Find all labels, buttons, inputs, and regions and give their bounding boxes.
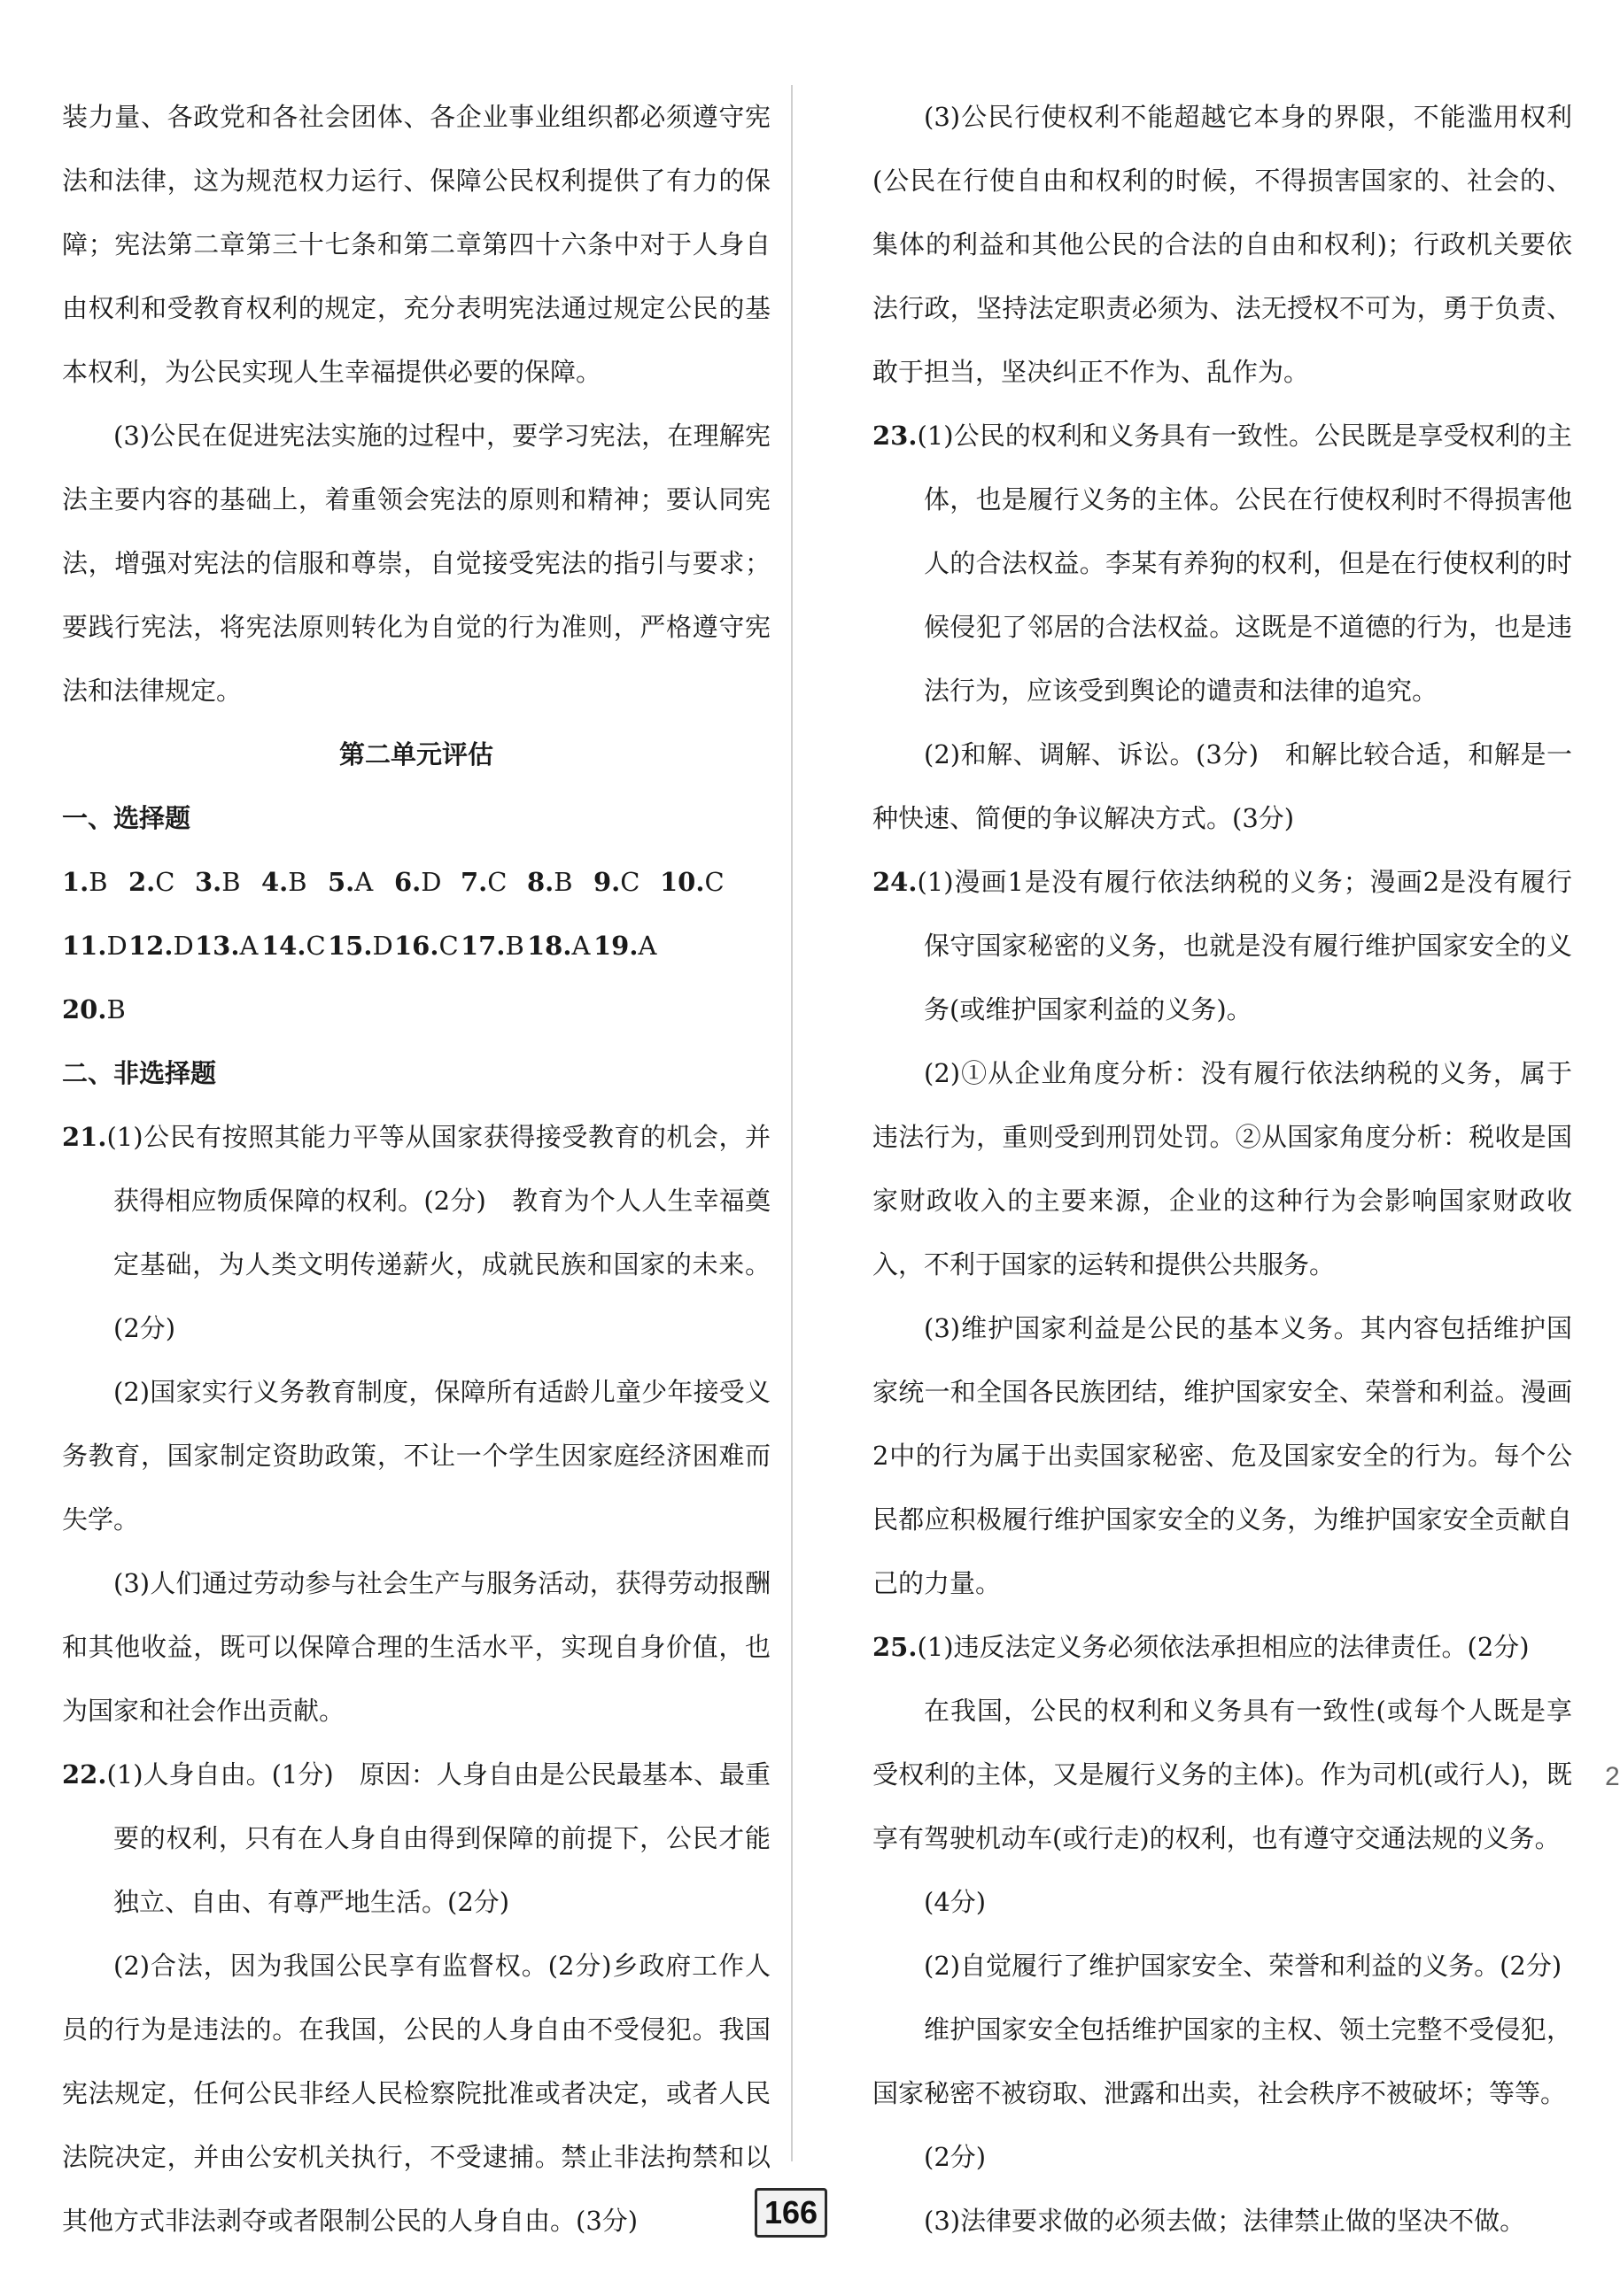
answer-item	[128, 850, 195, 914]
answer-letter: C	[487, 867, 508, 897]
answer-number: 1.	[62, 867, 89, 897]
answer-item	[62, 914, 128, 978]
answer-number: 3.	[195, 867, 222, 897]
question-22-part-3: (3)公民行使权利不能超越它本身的界限，不能滥用权利(公民在行使自由和权利的时候，不得损害国家的、社会的、集体的利益和其他公民的合法的自由和权利)；行政机关要依法行政，坚持法定职责必须为、法无授权不可为，勇于负责、敢于担当，坚决纠正不作为、乱作为。	[872, 102, 1572, 387]
answer-number: 11.	[62, 931, 107, 961]
question-25-part-2: (2)自觉履行了维护国家安全、荣誉和利益的义务。(2分)	[924, 1951, 1562, 1981]
answer-letter: D	[173, 931, 194, 961]
question-22-part-1	[62, 1743, 771, 1934]
edge-mark: 2	[1605, 1762, 1620, 1791]
answer-number: 8.	[527, 867, 554, 897]
answer-item	[461, 914, 527, 978]
answer-text: (1)漫画1是没有履行依法纳税的义务；漫画2是没有履行保守国家秘密的义务，也就是没有履行维护国家安全的义务(或维护国家利益的义务)。	[917, 867, 1572, 1024]
answer-number: 6.	[394, 867, 422, 897]
answer-item	[62, 850, 128, 914]
answer-number: 2.	[128, 867, 156, 897]
answer-item	[328, 914, 394, 978]
answer-number: 7.	[461, 867, 488, 897]
answer-item	[195, 850, 261, 914]
answer-number: 20.	[62, 994, 107, 1024]
question-21-part-2: (2)国家实行义务教育制度，保障所有适龄儿童少年接受义务教育，国家制定资助政策，不让一个学生因家庭经济困难而失学。	[62, 1377, 771, 1535]
answer-text: (1)公民有按照其能力平等从国家获得接受教育的机会，并获得相应物质保障的权利。(2分) 教育为个人人生幸福奠定基础，为人类文明传递薪火，成就民族和国家的未来。(2分)	[106, 1122, 771, 1343]
answer-number: 19.	[593, 931, 639, 961]
answer-number: 4.	[261, 867, 289, 897]
question-number: 25.	[872, 1632, 918, 1662]
question-25-part-3: (3)法律要求做的必须去做；法律禁止做的坚决不做。	[924, 2206, 1526, 2236]
unit-title: 第二单元评估	[338, 739, 493, 769]
answer-letter: A	[571, 931, 591, 961]
answer-row	[62, 914, 771, 978]
question-number: 23.	[872, 421, 918, 451]
answer-letter: D	[372, 931, 393, 961]
answer-item	[261, 914, 328, 978]
answer-number: 14.	[261, 931, 306, 961]
answer-letter: C	[704, 867, 725, 897]
answer-text: (1)违反法定义务必须依法承担相应的法律责任。(2分)	[917, 1632, 1530, 1662]
question-24-part-1	[872, 850, 1572, 1041]
question-number: 21.	[62, 1122, 107, 1152]
answer-item	[62, 978, 128, 1041]
answer-item	[195, 914, 261, 978]
answer-letter: A	[638, 931, 657, 961]
right-column	[872, 85, 1572, 2253]
answer-item	[394, 850, 461, 914]
answer-number: 9.	[593, 867, 621, 897]
answer-number: 10.	[660, 867, 705, 897]
question-25-part-1-score: (4分)	[924, 1887, 987, 1917]
question-number: 24.	[872, 867, 918, 897]
answer-letter: B	[89, 867, 108, 897]
question-24-part-3: (3)维护国家利益是公民的基本义务。其内容包括维护国家统一和全国各民族团结，维护国家安全、荣誉和利益。漫画2中的行为属于出卖国家秘密、危及国家安全的行为。每个公民都应积极履行维护国家安全的义务，为维护国家安全贡献自己的力量。	[872, 1313, 1572, 1598]
answer-text: (1)人身自由。(1分) 原因：人身自由是公民最基本、最重要的权利，只有在人身自由得到保障的前提下，公民才能独立、自由、有尊严地生活。(2分)	[106, 1759, 771, 1917]
answer-number: 15.	[328, 931, 373, 961]
answer-number: 17.	[461, 931, 506, 961]
answer-number: 16.	[394, 931, 439, 961]
answer-number: 13.	[195, 931, 240, 961]
question-21-part-3: (3)人们通过劳动参与社会生产与服务活动，获得劳动报酬和其他收益，既可以保障合理的生活水平，实现自身价值，也为国家和社会作出贡献。	[62, 1568, 771, 1726]
question-25-part-1-explanation: 在我国，公民的权利和义务具有一致性(或每个人既是享受权利的主体，又是履行义务的主体)。作为司机(或行人)，既享有驾驶机动车(或行走)的权利，也有遵守交通法规的义务。	[872, 1696, 1572, 1853]
answer-item	[128, 914, 195, 978]
answer-item	[593, 850, 660, 914]
answer-letter: C	[620, 867, 640, 897]
question-21-part-1	[62, 1105, 771, 1360]
answer-item	[461, 850, 527, 914]
answer-item	[527, 850, 593, 914]
question-22-part-2: (2)合法，因为我国公民享有监督权。(2分)乡政府工作人员的行为是违法的。在我国，公民的人身自由不受侵犯。我国宪法规定，任何公民非经人民检察院批准或者决定，或者人民法院决定，并由公安机关执行，不受逮捕。禁止非法拘禁和以其他方式非法剥夺或者限制公民的人身自由。(3分)	[62, 1951, 771, 2236]
answer-row	[62, 978, 771, 1041]
answer-number: 12.	[128, 931, 174, 961]
answer-letter: B	[221, 867, 241, 897]
answer-letter: D	[106, 931, 128, 961]
left-intro-paragraph-2: (3)公民在促进宪法实施的过程中，要学习宪法，在理解宪法主要内容的基础上，着重领会宪法的原则和精神；要认同宪法，增强对宪法的信服和尊崇，自觉接受宪法的指引与要求；要践行宪法，将宪法原则转化为自觉的行为准则，严格遵守宪法和法律规定。	[62, 421, 771, 706]
question-23-part-2: (2)和解、调解、诉讼。(3分) 和解比较合适，和解是一种快速、简便的争议解决方式。(3分)	[872, 739, 1572, 833]
answer-letter: C	[306, 931, 326, 961]
answer-letter: B	[288, 867, 307, 897]
answer-letter: B	[505, 931, 524, 961]
question-24-part-2: (2)①从企业角度分析：没有履行依法纳税的义务，属于违法行为，重则受到刑罚处罚。②从国家角度分析：税收是国家财政收入的主要来源，企业的这种行为会影响国家财政收入，不利于国家的运转和提供公共服务。	[872, 1058, 1572, 1279]
answer-item	[527, 914, 593, 978]
question-23-part-1	[872, 404, 1572, 723]
section-heading-non-choice: 二、非选择题	[62, 1058, 217, 1088]
answer-letter: A	[354, 867, 374, 897]
answer-letter: D	[421, 867, 442, 897]
answer-row	[62, 850, 771, 914]
section-heading-choice: 一、选择题	[62, 803, 191, 833]
answer-number: 18.	[527, 931, 572, 961]
question-number: 22.	[62, 1759, 107, 1790]
column-divider	[791, 85, 793, 2161]
left-column	[62, 85, 771, 2253]
question-25-part-1	[872, 1615, 1572, 1679]
answer-item	[660, 850, 726, 914]
answer-text: (1)公民的权利和义务具有一致性。公民既是享受权利的主体，也是履行义务的主体。公民在行使权利时不得损害他人的合法权益。李某有养狗的权利，但是在行使权利的时候侵犯了邻居的合法权益。这既是不道德的行为，也是违法行为，应该受到舆论的谴责和法律的追究。	[917, 421, 1572, 706]
question-25-part-2-score: (2分)	[924, 2142, 987, 2172]
answer-letter: A	[239, 931, 259, 961]
answer-letter: C	[438, 931, 459, 961]
multiple-choice-answers	[62, 850, 771, 1041]
answer-item	[261, 850, 328, 914]
answer-number: 5.	[328, 867, 355, 897]
answer-letter: B	[106, 994, 126, 1024]
page-number: 166	[755, 2188, 827, 2238]
answer-item	[593, 914, 660, 978]
answer-letter: C	[155, 867, 175, 897]
answer-letter: B	[554, 867, 573, 897]
answer-item	[328, 850, 394, 914]
left-intro-paragraph-1: 装力量、各政党和各社会团体、各企业事业组织都必须遵守宪法和法律，这为规范权力运行、保障公民权利提供了有力的保障；宪法第二章第三十七条和第二章第四十六条中对于人身自由权利和受教育权利的规定，充分表明宪法通过规定公民的基本权利，为公民实现人生幸福提供必要的保障。	[62, 102, 771, 387]
answer-item	[394, 914, 461, 978]
question-25-part-2-explanation: 维护国家安全包括维护国家的主权、领土完整不受侵犯，国家秘密不被窃取、泄露和出卖，社会秩序不被破坏；等等。	[872, 2014, 1572, 2108]
